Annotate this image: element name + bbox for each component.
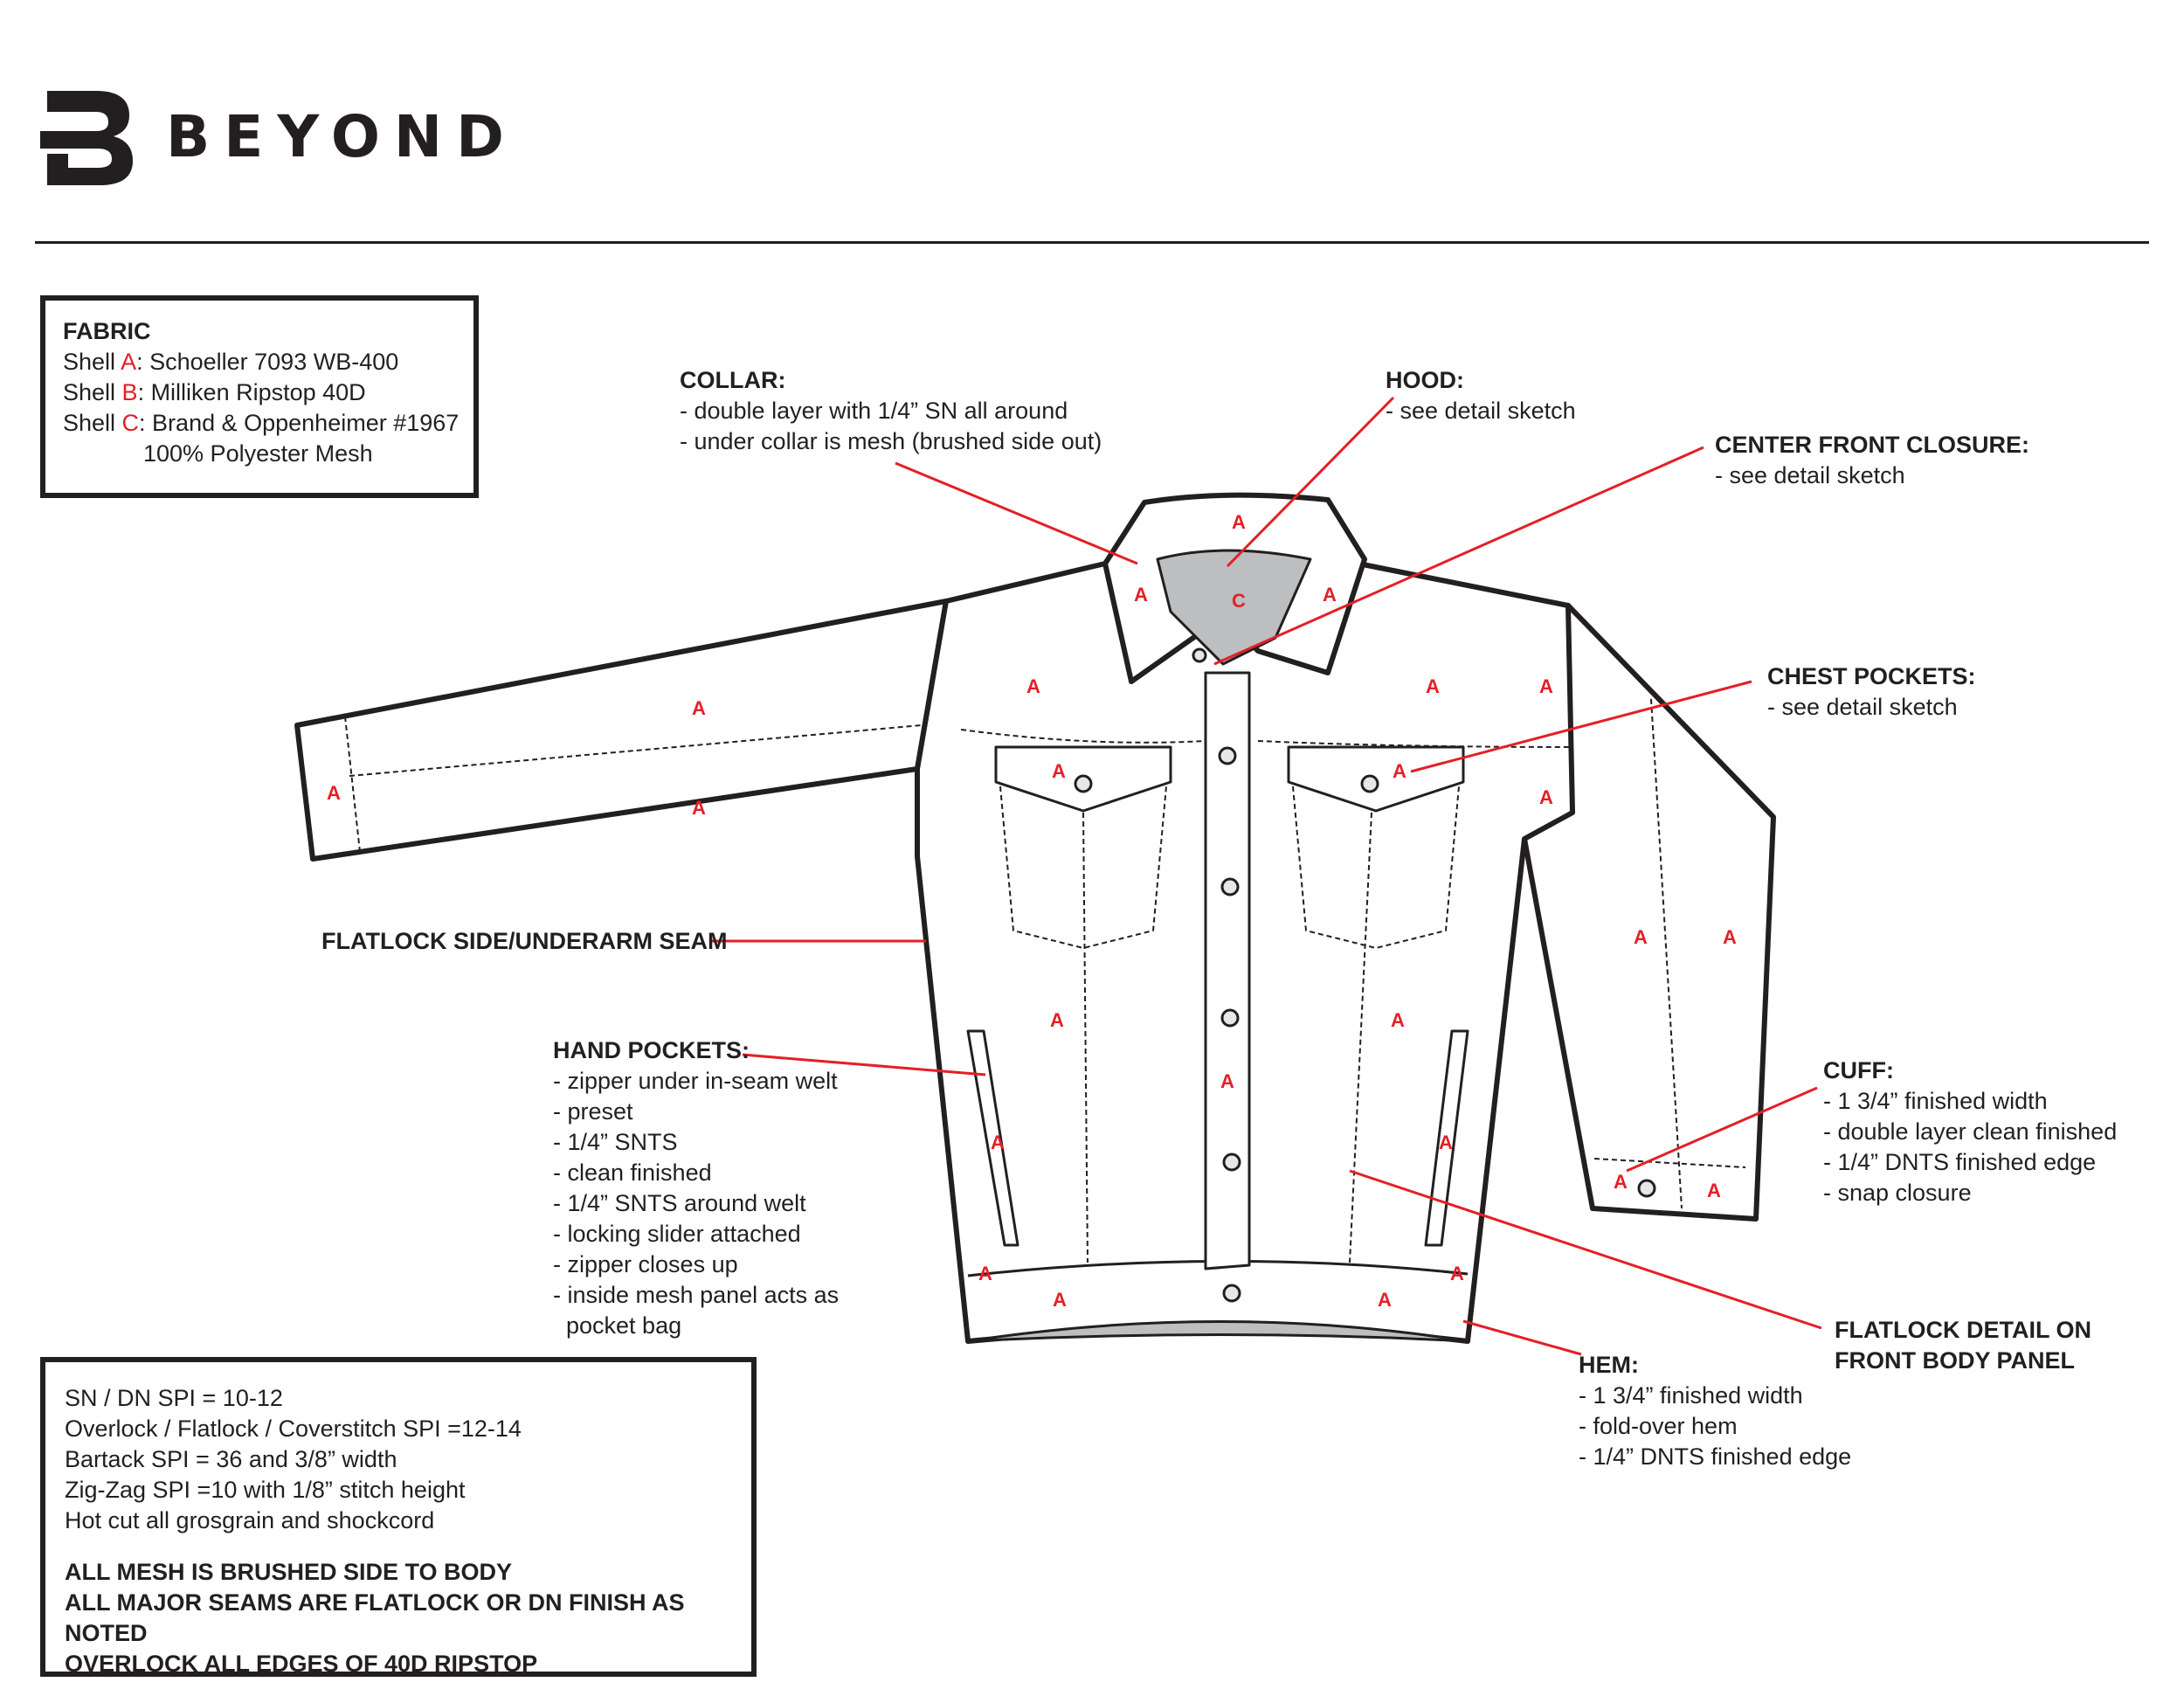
callout-line: - see detail sketch [1386,398,1576,424]
callout-line: - under collar is mesh (brushed side out) [680,428,1102,454]
fabric-row: Shell B: Milliken Ripstop 40D [63,379,366,405]
center-front-callout [1715,430,2029,491]
zone-label: C [1232,590,1246,612]
callout-line: - 1/4” DNTS finished edge [1823,1149,2097,1175]
zone-label: A [1614,1171,1628,1193]
hood-callout [1386,365,1576,426]
zone-label: A [1378,1289,1392,1311]
snap-icon [1224,1154,1240,1170]
zone-label: A [1323,584,1337,606]
spec-line: Bartack SPI = 36 and 3/8” width [65,1446,397,1472]
collar-callout [680,365,1102,457]
spec-note: OVERLOCK ALL EDGES OF 40D RIPSTOP [65,1651,538,1677]
callout-line: - inside mesh panel acts as [553,1282,840,1308]
fabric-row: Shell C: Brand & Oppenheimer #1967 [63,410,460,436]
flatlock-front-callout [1835,1315,2091,1376]
snap-icon [1222,1010,1238,1026]
zone-label: A [1052,760,1066,782]
callout-title: FRONT BODY PANEL [1835,1347,2076,1374]
zone-label: A [978,1263,992,1284]
callout-line: - locking slider attached [553,1221,801,1247]
callout-line: - clean finished [553,1159,712,1186]
flatlock-side-callout [321,926,727,957]
spec-line: Zig-Zag SPI =10 with 1/8” stitch height [65,1477,466,1503]
brand-name: BEYOND [166,103,518,170]
zone-label: A [1220,1070,1234,1092]
hem-callout [1579,1350,1851,1472]
zone-label: A [1450,1263,1464,1284]
zone-label: A [1393,760,1406,782]
snap-icon [1075,776,1091,792]
fabric-title: FABRIC [63,318,151,344]
callout-line: - fold-over hem [1579,1413,1738,1439]
zone-label: A [991,1132,1005,1153]
zone-label: A [1439,1132,1453,1153]
zone-label: A [1232,511,1246,533]
callout-title: FLATLOCK SIDE/UNDERARM SEAM [321,928,728,954]
zone-label: A [1634,926,1648,948]
callout-title: HAND POCKETS: [553,1037,750,1063]
snap-icon [1193,649,1206,661]
snap-icon [1362,776,1378,792]
fabric-row: Shell A: Schoeller 7093 WB-400 [63,349,399,375]
callout-line: - 1/4” SNTS [553,1129,678,1155]
zone-label: A [1426,675,1440,697]
callout-title: CUFF: [1823,1057,1894,1083]
cuff-callout [1823,1056,2117,1208]
spec-note: ALL MAJOR SEAMS ARE FLATLOCK OR DN FINISH AS NOTED [65,1589,685,1646]
callout-title: HOOD: [1386,367,1464,393]
callout-title: CENTER FRONT CLOSURE: [1715,432,2029,458]
callout-line: - zipper closes up [553,1251,738,1277]
callout-line: - 1/4” DNTS finished edge [1579,1443,1852,1470]
callout-line: pocket bag [553,1312,682,1339]
hem-leader [1463,1321,1581,1354]
fabric-extra: 100% Polyester Mesh [143,440,373,467]
callout-line: - preset [553,1098,633,1125]
zone-label: A [1539,786,1553,808]
chest-pockets-callout [1767,661,1976,723]
callout-title: FLATLOCK DETAIL ON [1835,1317,2091,1343]
snap-icon [1222,879,1238,895]
spec-line: Overlock / Flatlock / Coverstitch SPI =12-14 [65,1416,522,1442]
callout-title: COLLAR: [680,367,786,393]
left-sleeve [297,601,946,859]
callout-line: - 1 3/4” finished width [1579,1382,1803,1409]
zone-label: A [692,697,706,719]
callout-line: - snap closure [1823,1180,1972,1206]
callout-line: - see detail sketch [1767,694,1958,720]
zone-label: A [1053,1289,1067,1311]
zone-label: A [1707,1180,1721,1201]
zone-label: A [1026,675,1040,697]
callout-title: CHEST POCKETS: [1767,663,1976,689]
callout-line: - zipper under in-seam welt [553,1068,838,1094]
zone-label: A [1391,1009,1405,1031]
zone-label: A [1134,584,1148,606]
snap-icon [1639,1180,1655,1196]
callout-title: HEM: [1579,1352,1639,1378]
callout-line: - 1/4” SNTS around welt [553,1190,806,1216]
callout-line: - double layer with 1/4” SN all around [680,398,1068,424]
hand-pockets-callout [553,1035,839,1341]
collar-leader [895,463,1137,564]
zone-label: A [327,782,341,804]
spec-note: ALL MESH IS BRUSHED SIDE TO BODY [65,1559,513,1585]
snap-icon [1224,1285,1240,1301]
callout-line: - double layer clean finished [1823,1118,2118,1145]
zone-label: A [1050,1009,1064,1031]
callout-line: - 1 3/4” finished width [1823,1088,2048,1114]
callout-line: - see detail sketch [1715,462,1905,488]
spec-line: SN / DN SPI = 10-12 [65,1385,283,1411]
zone-label: A [1723,926,1737,948]
zone-label: A [692,797,706,819]
snap-icon [1220,748,1235,764]
spec-line: Hot cut all grosgrain and shockcord [65,1507,435,1533]
zone-label: A [1539,675,1553,697]
